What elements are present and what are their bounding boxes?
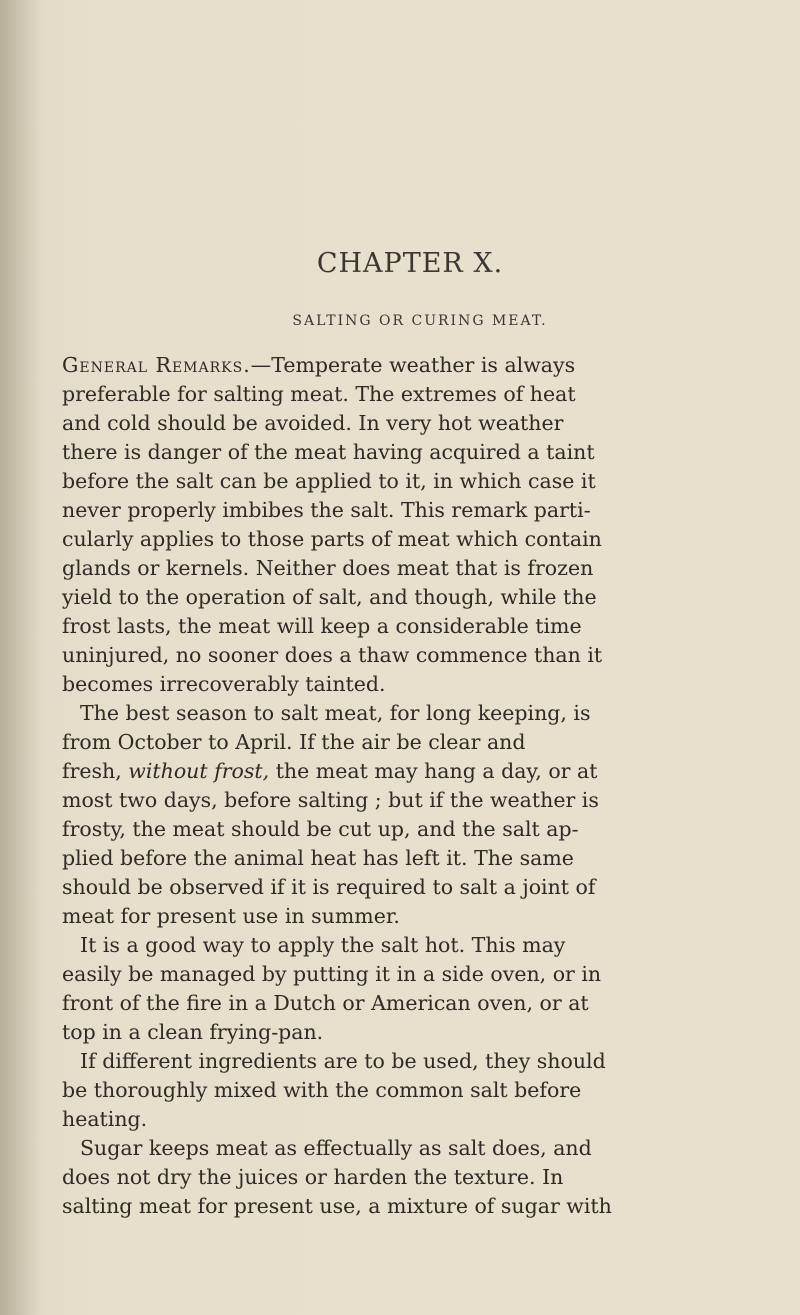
text-line: front of the fire in a Dutch or American oven, or at: [62, 991, 589, 1015]
text-line: glands or kernels. Neither does meat that is frozen: [62, 556, 594, 580]
text-line: frost lasts, the meat will keep a considerable time: [62, 614, 582, 638]
text-line-content: fresh,: [62, 759, 122, 783]
text-line: It is a good way to apply the salt hot. This may: [80, 933, 566, 957]
text-line: salting meat for present use, a mixture of sugar with: [62, 1194, 612, 1218]
paragraph-heading: General Remarks.: [62, 353, 251, 377]
text-line: Sugar keeps meat as effectually as salt does, and: [80, 1136, 592, 1160]
text-line: should be observed if it is required to salt a joint of: [62, 875, 596, 899]
text-line: before the salt can be applied to it, in which case it: [62, 469, 596, 493]
italic-phrase: without frost,: [128, 759, 270, 783]
text-line: easily be managed by putting it in a side oven, or in: [62, 962, 602, 986]
text-line: from October to April. If the air be clear and: [62, 730, 526, 754]
text-line: does not dry the juices or harden the texture. In: [62, 1165, 564, 1189]
text-line-content: the meat may hang a day, or at: [275, 759, 598, 783]
text-line: uninjured, no sooner does a thaw commence than it: [62, 643, 603, 667]
section-title: SALTING OR CURING MEAT.: [292, 313, 548, 329]
text-line: The best season to salt meat, for long keeping, is: [80, 701, 591, 725]
text-line: meat for present use in summer.: [62, 904, 400, 928]
text-line: be thoroughly mixed with the common salt before: [62, 1078, 582, 1102]
text-line: [62, 758, 597, 784]
text-line: never properly imbibes the salt. This remark parti-: [62, 498, 591, 522]
text-line: frosty, the meat should be cut up, and the salt ap-: [62, 817, 579, 841]
text-line: and cold should be avoided. In very hot weather: [62, 411, 564, 435]
text-line-content: —Temperate weather is always: [250, 353, 576, 377]
text-line: most two days, before salting ; but if the weather is: [62, 788, 599, 812]
text-line: heating.: [62, 1107, 148, 1131]
text-line: plied before the animal heat has left it. The same: [62, 846, 574, 870]
text-line: If different ingredients are to be used, they should: [80, 1049, 606, 1073]
text-line: cularly applies to those parts of meat which contain: [62, 527, 602, 551]
text-line: [62, 352, 575, 378]
text-line: becomes irrecoverably tainted.: [62, 672, 386, 696]
text-line: there is danger of the meat having acquired a taint: [62, 440, 595, 464]
text-line: preferable for salting meat. The extremes of heat: [62, 382, 576, 406]
text-line: top in a clean frying-pan.: [62, 1020, 324, 1044]
text-line: yield to the operation of salt, and though, while the: [62, 585, 597, 609]
chapter-title: CHAPTER X.: [316, 248, 504, 279]
